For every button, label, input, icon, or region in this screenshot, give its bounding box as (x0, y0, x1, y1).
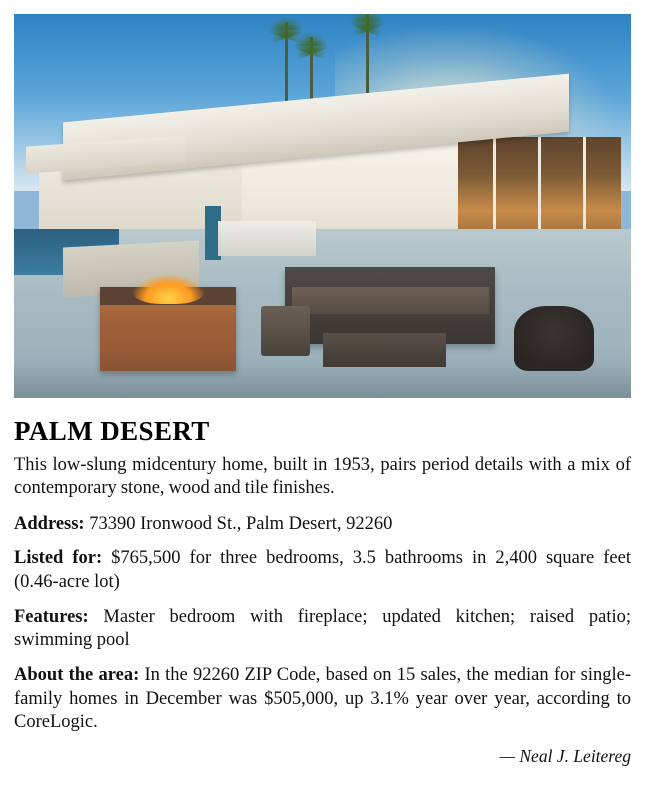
field-address (14, 513, 631, 537)
field-address-value: 73390 Ironwood St., Palm Desert, 92260 (89, 513, 393, 534)
field-features-value: Master bedroom with fireplace; updated kitchen; raised patio; swimming pool (14, 606, 631, 651)
page-title: PALM DESERT (14, 416, 210, 446)
flame-icon (133, 275, 204, 304)
field-listed-for-label: Listed for: (14, 548, 103, 569)
side-table (261, 306, 310, 356)
field-about-the-area-value: In the 92260 ZIP Code, based on 15 sales, the median for single-family homes in December was $505,000, up 3.1% year over year, according to CoreLogic. (14, 664, 632, 733)
ground-shadow (14, 360, 631, 398)
patio-dining-set (218, 221, 317, 256)
byline: — Neal J. Leitereg (499, 745, 631, 766)
field-listed-for-value: $765,500 for three bedrooms, 3.5 bathrooms in 2,400 square feet (0.46-acre lot) (14, 548, 631, 592)
property-photo (14, 14, 631, 398)
field-about-the-area-label: About the area: (14, 664, 140, 685)
article-lede: This low-slung midcentury home, built in 1953, pairs period details with a mix of contemporary stone, wood and tile finishes. (14, 455, 631, 499)
field-address-label: Address: (14, 513, 85, 534)
field-features (14, 606, 631, 653)
field-features-label: Features: (14, 606, 89, 627)
fire-pit (100, 287, 236, 371)
field-about-the-area (14, 664, 631, 735)
field-listed-for (14, 547, 631, 594)
